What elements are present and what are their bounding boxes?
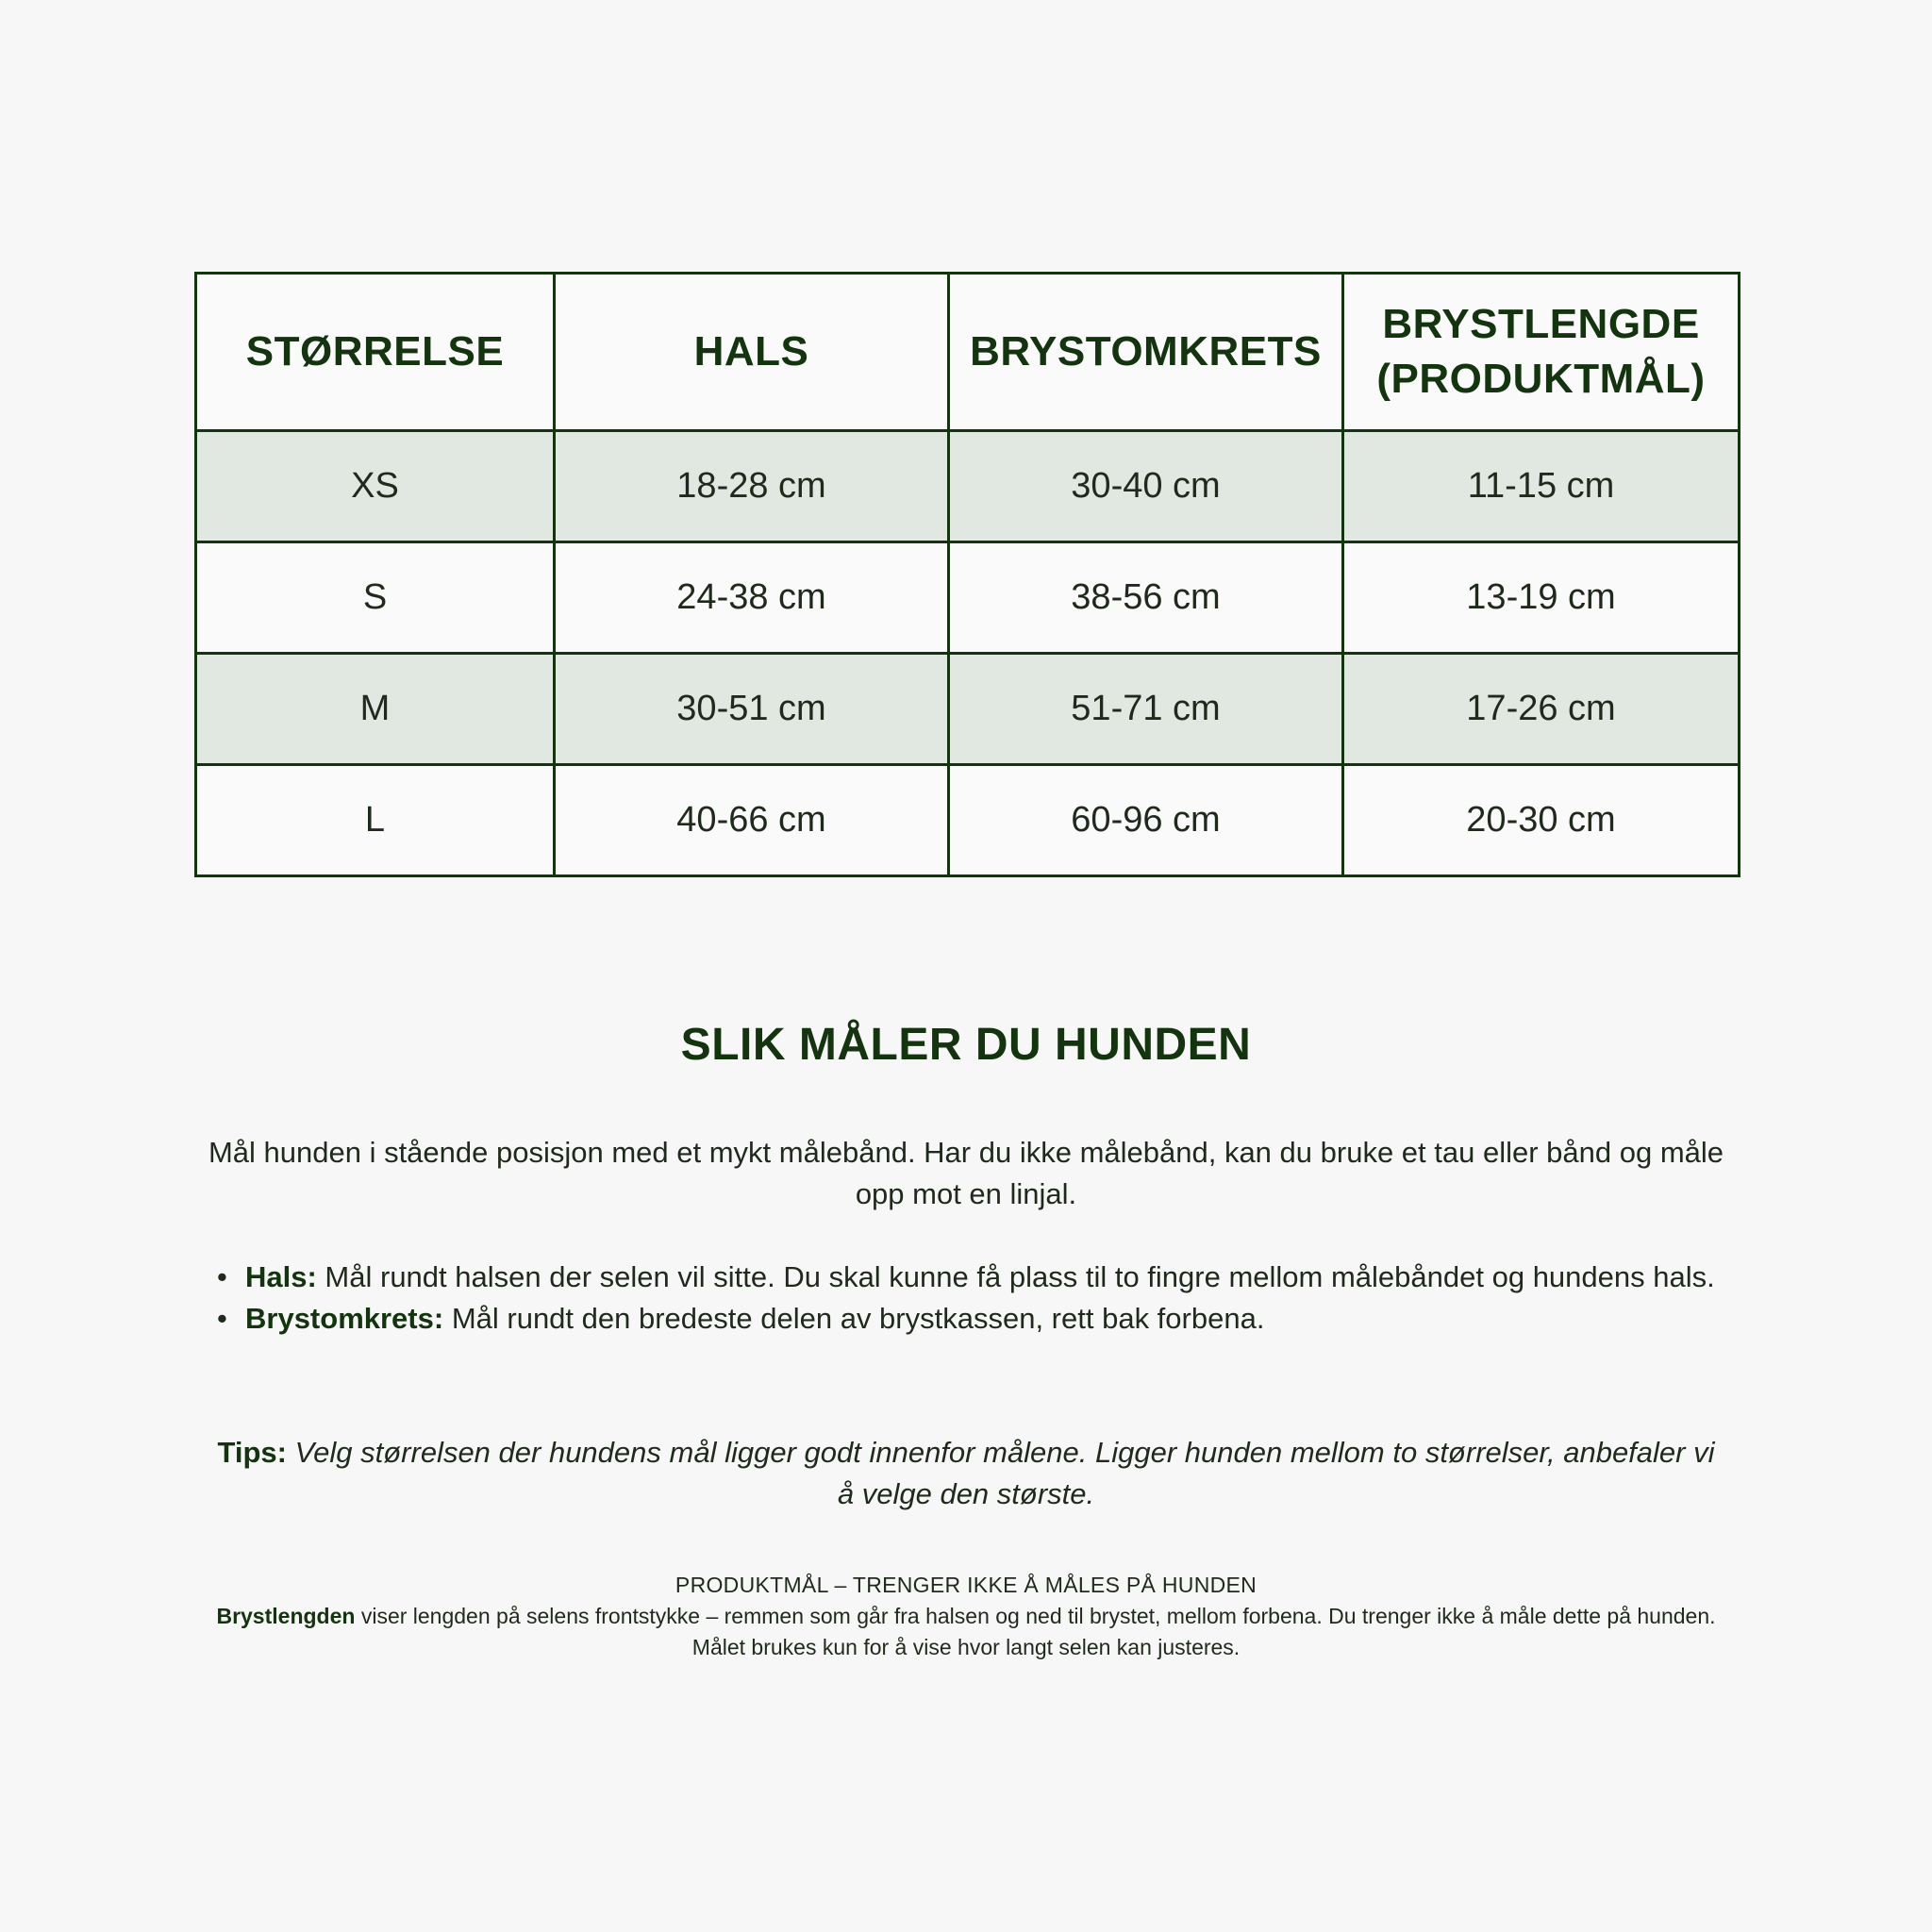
cell-length: 13-19 cm (1343, 542, 1740, 654)
cell-chest: 38-56 cm (949, 542, 1343, 654)
header-neck: HALS (555, 274, 949, 431)
product-note-title: PRODUKTMÅL – TRENGER IKKE Å MÅLES PÅ HUNDEN (675, 1573, 1257, 1597)
header-length (1343, 274, 1740, 431)
table-row (196, 654, 1740, 765)
tips-text: Velg størrelsen der hundens mål ligger godt innenfor målene. Ligger hunden mellom to størrelser, anbefaler vi å velge den største. (287, 1436, 1715, 1510)
table-header-row (196, 274, 1740, 431)
header-size: STØRRELSE (196, 274, 555, 431)
size-chart-table (194, 272, 1740, 877)
cell-length: 20-30 cm (1343, 765, 1740, 876)
list-item-neck (217, 1257, 1792, 1298)
list-item-text: Mål rundt den bredeste delen av brystkassen, rett bak forbena. (443, 1302, 1265, 1335)
product-note-label: Brystlengden (216, 1604, 356, 1628)
cell-neck: 30-51 cm (555, 654, 949, 765)
cell-neck: 40-66 cm (555, 765, 949, 876)
cell-size: XS (196, 431, 555, 542)
bullet-icon: • (217, 1260, 227, 1293)
cell-size: S (196, 542, 555, 654)
tips-paragraph (208, 1432, 1724, 1515)
cell-neck: 18-28 cm (555, 431, 949, 542)
product-note-text: viser lengden på selens frontstykke – remmen som går fra halsen og ned til brystet, mellom forbena. Du trenger ikke å måle dette på hunden. Målet brukes kun for å vise hvor langt selen kan justeres. (355, 1604, 1716, 1659)
cell-length: 17-26 cm (1343, 654, 1740, 765)
cell-chest: 30-40 cm (949, 431, 1343, 542)
measure-steps-list (208, 1257, 1792, 1340)
list-item-label: Brystomkrets: (245, 1302, 444, 1335)
table-row (196, 542, 1740, 654)
cell-size: L (196, 765, 555, 876)
cell-size: M (196, 654, 555, 765)
tips-label: Tips: (217, 1436, 287, 1469)
product-note-body (208, 1601, 1724, 1663)
measure-guide-intro: Mål hunden i stående posisjon med et mykt målebånd. Har du ikke målebånd, kan du bruke et tau eller bånd og måle opp mot en linjal. (208, 1136, 1724, 1210)
cell-chest: 60-96 cm (949, 765, 1343, 876)
table-row (196, 431, 1740, 542)
header-length-line2: (PRODUKTMÅL) (1376, 356, 1706, 402)
measure-guide-heading: SLIK MÅLER DU HUNDEN (680, 1020, 1252, 1070)
cell-neck: 24-38 cm (555, 542, 949, 654)
cell-chest: 51-71 cm (949, 654, 1343, 765)
list-item-label: Hals: (245, 1260, 317, 1293)
table-row (196, 765, 1740, 876)
list-item-text: Mål rundt halsen der selen vil sitte. Du skal kunne få plass til to fingre mellom målebåndet og hundens hals. (316, 1260, 1715, 1293)
header-length-line1: BRYSTLENGDE (1382, 300, 1700, 347)
bullet-icon: • (217, 1302, 227, 1335)
cell-length: 11-15 cm (1343, 431, 1740, 542)
list-item-chest (217, 1298, 1792, 1340)
header-chest: BRYSTOMKRETS (949, 274, 1343, 431)
